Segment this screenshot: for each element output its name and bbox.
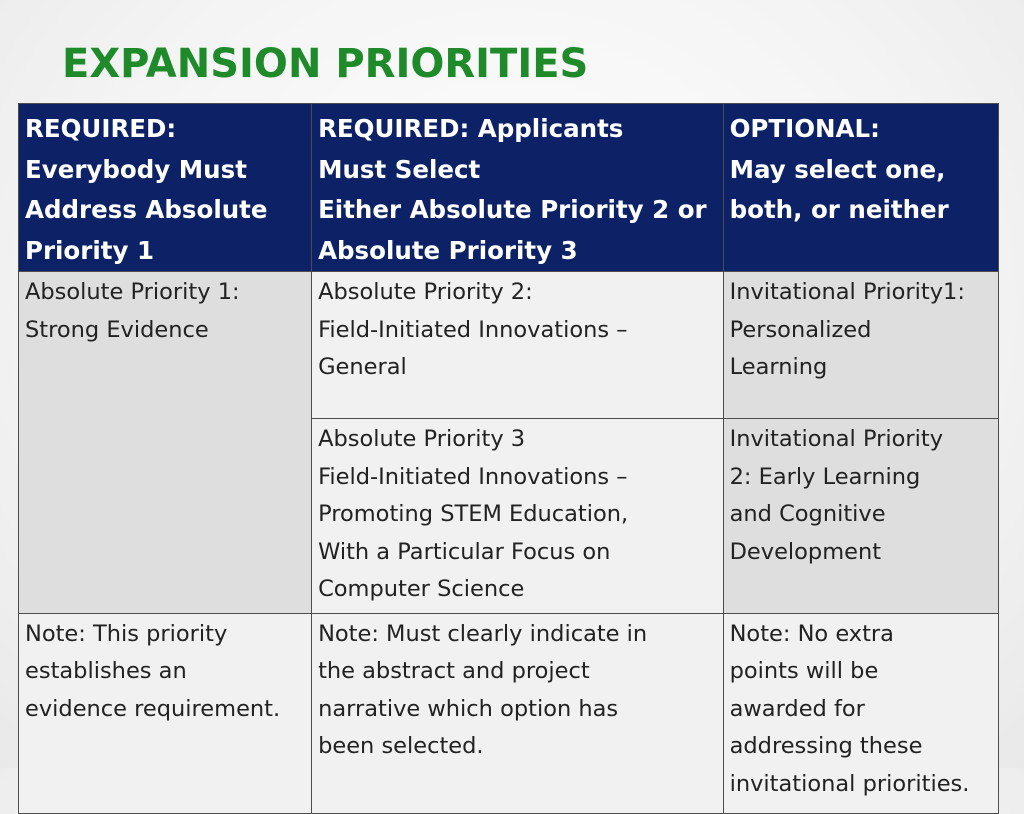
note-line: invitational priorities. xyxy=(729,770,970,797)
header-line: OPTIONAL: xyxy=(729,114,880,143)
notes-row xyxy=(19,613,999,813)
note-line: Note: No extra xyxy=(729,620,894,647)
header-row xyxy=(19,104,999,272)
cell-line: General xyxy=(318,354,407,380)
header-line: REQUIRED: xyxy=(25,114,177,143)
header-line: Address Absolute xyxy=(25,195,268,224)
cell-line: Field-Initiated Innovations – xyxy=(318,463,628,490)
note-line: awarded for xyxy=(729,695,865,722)
note-invitational xyxy=(723,613,998,813)
note-line: evidence requirement. xyxy=(25,695,281,722)
priorities-table xyxy=(18,103,999,814)
note-line: Note: This priority xyxy=(25,620,228,647)
cell-invitational-priority-1 xyxy=(723,272,998,419)
cell-invitational-priority-2 xyxy=(723,419,998,614)
note-priority-1 xyxy=(19,613,312,813)
cell-line: Development xyxy=(729,538,882,565)
note-line: been selected. xyxy=(318,733,484,759)
cell-line: Personalized xyxy=(729,316,872,343)
note-line: addressing these xyxy=(729,733,923,759)
cell-line: Promoting STEM Education, xyxy=(318,501,629,527)
cell-line: Strong Evidence xyxy=(25,316,209,343)
cell-line: Learning xyxy=(729,354,828,380)
header-required-select xyxy=(312,104,724,272)
cell-line: and Cognitive xyxy=(729,501,886,527)
header-optional xyxy=(723,104,998,272)
note-line: establishes an xyxy=(25,658,187,684)
header-required-priority-1 xyxy=(19,104,312,272)
header-line: Must Select xyxy=(318,154,481,184)
header-line: Either Absolute Priority 2 or xyxy=(318,195,707,224)
cell-line: Absolute Priority 3 xyxy=(318,426,526,452)
note-selection xyxy=(312,613,724,813)
header-line: both, or neither xyxy=(729,195,949,224)
header-line: REQUIRED: Applicants xyxy=(318,114,624,143)
cell-line: Absolute Priority 2: xyxy=(318,279,533,305)
header-line: Priority 1 xyxy=(25,235,155,265)
cell-line: 2: Early Learning xyxy=(729,463,921,490)
priority-row-a xyxy=(19,272,999,419)
cell-line: With a Particular Focus on xyxy=(318,538,611,565)
note-line: points will be xyxy=(729,658,879,684)
note-line: Note: Must clearly indicate in xyxy=(318,620,648,647)
cell-line: Computer Science xyxy=(318,576,525,602)
cell-line: Invitational Priority xyxy=(729,426,944,452)
cell-line: Absolute Priority 1: xyxy=(25,279,240,305)
cell-absolute-priority-1 xyxy=(19,272,312,614)
header-line: Everybody Must xyxy=(25,154,247,184)
header-line: May select one, xyxy=(729,154,946,184)
slide-title: EXPANSION PRIORITIES xyxy=(62,41,589,87)
cell-line: Invitational Priority1: xyxy=(729,279,965,305)
cell-line: Field-Initiated Innovations – xyxy=(318,316,628,343)
note-line: the abstract and project xyxy=(318,658,590,684)
cell-absolute-priority-2 xyxy=(312,272,724,419)
header-line: Absolute Priority 3 xyxy=(318,235,578,265)
cell-absolute-priority-3 xyxy=(312,419,724,614)
note-line: narrative which option has xyxy=(318,695,619,722)
